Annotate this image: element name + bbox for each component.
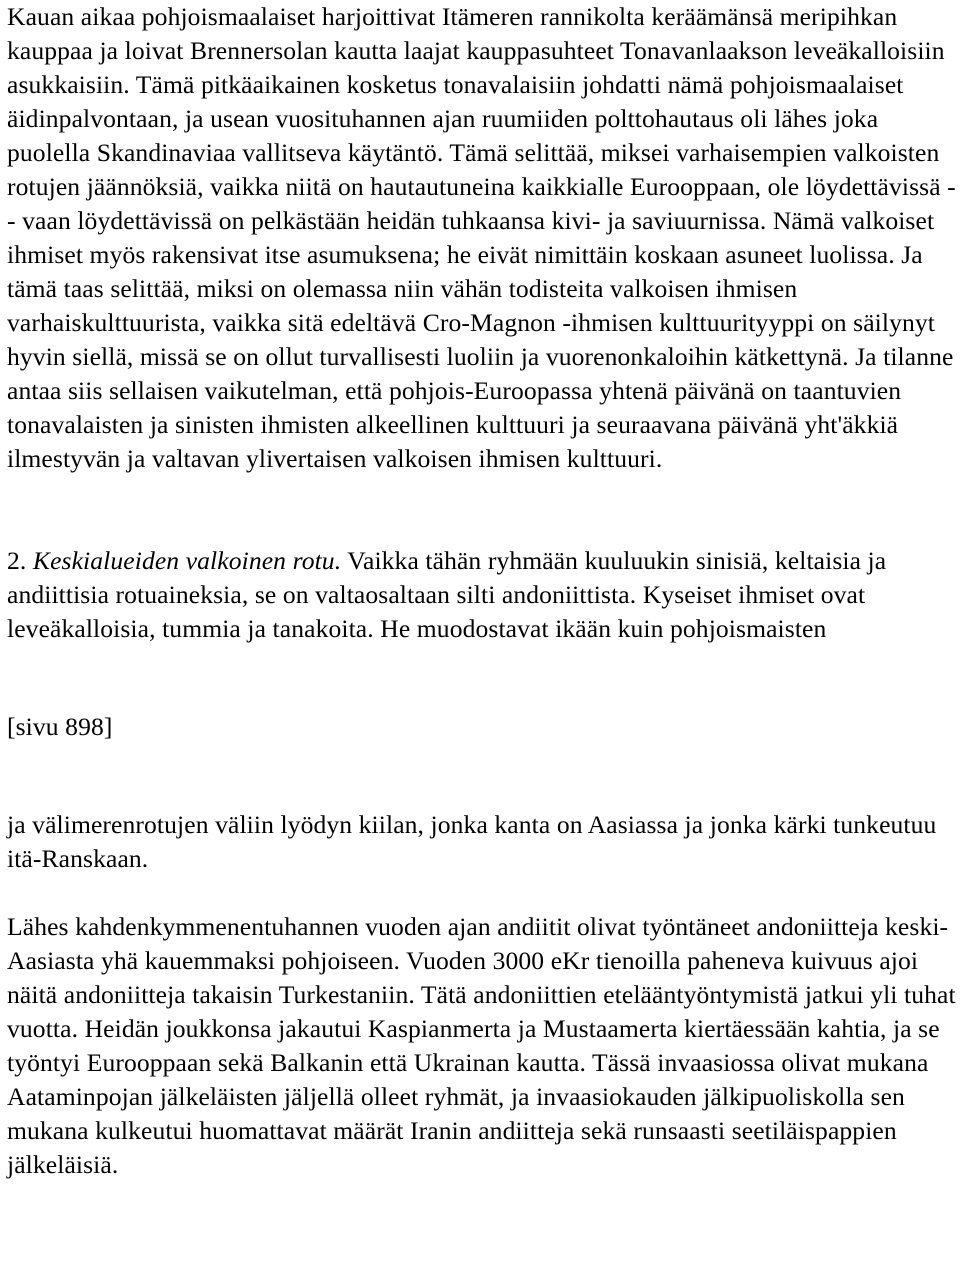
section-title: Keskialueiden valkoinen rotu. — [32, 546, 342, 575]
paragraph-spacer — [7, 646, 957, 710]
paragraph-spacer — [7, 744, 957, 808]
page-marker: [sivu 898] — [7, 712, 113, 741]
document-page — [7, 0, 957, 1182]
section-body: Vaikka tähän ryhmään kuuluukin sinisiä, keltaisia ja andiittisia rotuaineksia, se on valtaosaltaan silti andoniittista. Kyseiset ihmiset ovat leveäkalloisia, tummia ja tanakoita. He muodostavat ikään kuin pohjoismaisten — [7, 546, 887, 643]
paragraph-valimerenrotujen: ja välimerenrotujen väliin lyödyn kiilan, jonka kanta on Aasiassa ja jonka kärki tunkeutuu itä-Ranskaan. — [7, 810, 937, 873]
paragraph-spacer — [7, 876, 957, 910]
paragraph-keskialueiden — [7, 544, 957, 646]
paragraph-andiitit: Lähes kahdenkymmenentuhannen vuoden ajan andiitit olivat työntäneet andoniitteja keski-Aasiasta yhä kauemmaksi pohjoiseen. Vuoden 3000 eKr tienoilla paheneva kuivuus ajoi näitä andoniitteja takaisin Turkestaniin. Tätä andoniittien etelääntyöntymistä jatkui yli tuhat vuotta. Heidän joukkonsa jakautui Kaspianmerta ja Mustaamerta kiertäessään kahtia, ja se työntyi Eurooppaan sekä Balkanin että Ukrainan kautta. Tässä invaasiossa olivat mukana Aataminpojan jälkeläisten jäljellä olleet ryhmät, ja invaasiokauden jälkipuoliskolla sen mukana kulkeutui huomattavat määrät Iranin andiitteja sekä runsaasti seetiläispappien jälkeläisiä. — [7, 912, 956, 1179]
section-number: 2. — [7, 546, 33, 575]
paragraph-pohjoismaalaiset: Kauan aikaa pohjoismaalaiset harjoittivat Itämeren rannikolta keräämänsä meripihkan kauppaa ja loivat Brennersolan kautta laajat kauppasuhteet Tonavanlaakson leveäkalloisiin asukkaisiin. Tämä pitkäaikainen kosketus tonavalaisiin johdatti nämä pohjoismaalaiset äidinpalvontaan, ja usean vuosituhannen ajan ruumiiden polttohautaus oli lähes joka puolella Skandinaviaa vallitseva käytäntö. Tämä selittää, miksei varhaisempien valkoisten rotujen jäännöksiä, vaikka niitä on hautautuneina kaikkialle Eurooppaan, ole löydettävissä -- vaan löydettävissä on pelkästään heidän tuhkaansa kivi- ja saviuurnissa. Nämä valkoiset ihmiset myös rakensivat itse asumuksena; he eivät nimittäin koskaan asuneet luolissa. Ja tämä taas selittää, miksi on olemassa niin vähän todisteita valkoisen ihmisen varhaiskulttuurista, vaikka sitä edeltävä Cro-Magnon -ihmisen kulttuurityyppi on säilynyt hyvin siellä, missä se on ollut turvallisesti luoliin ja vuorenonkaloihin kätkettynä. Ja tilanne antaa siis sellaisen vaikutelman, että pohjois-Euroopassa yhtenä päivänä on taantuvien tonavalaisten ja sinisten ihmisten alkeellinen kulttuuri ja seuraavana päivänä yht'äkkiä ilmestyvän ja valtavan ylivertaisen valkoisen ihmisen kulttuuri. — [7, 2, 956, 473]
paragraph-spacer — [7, 476, 957, 544]
